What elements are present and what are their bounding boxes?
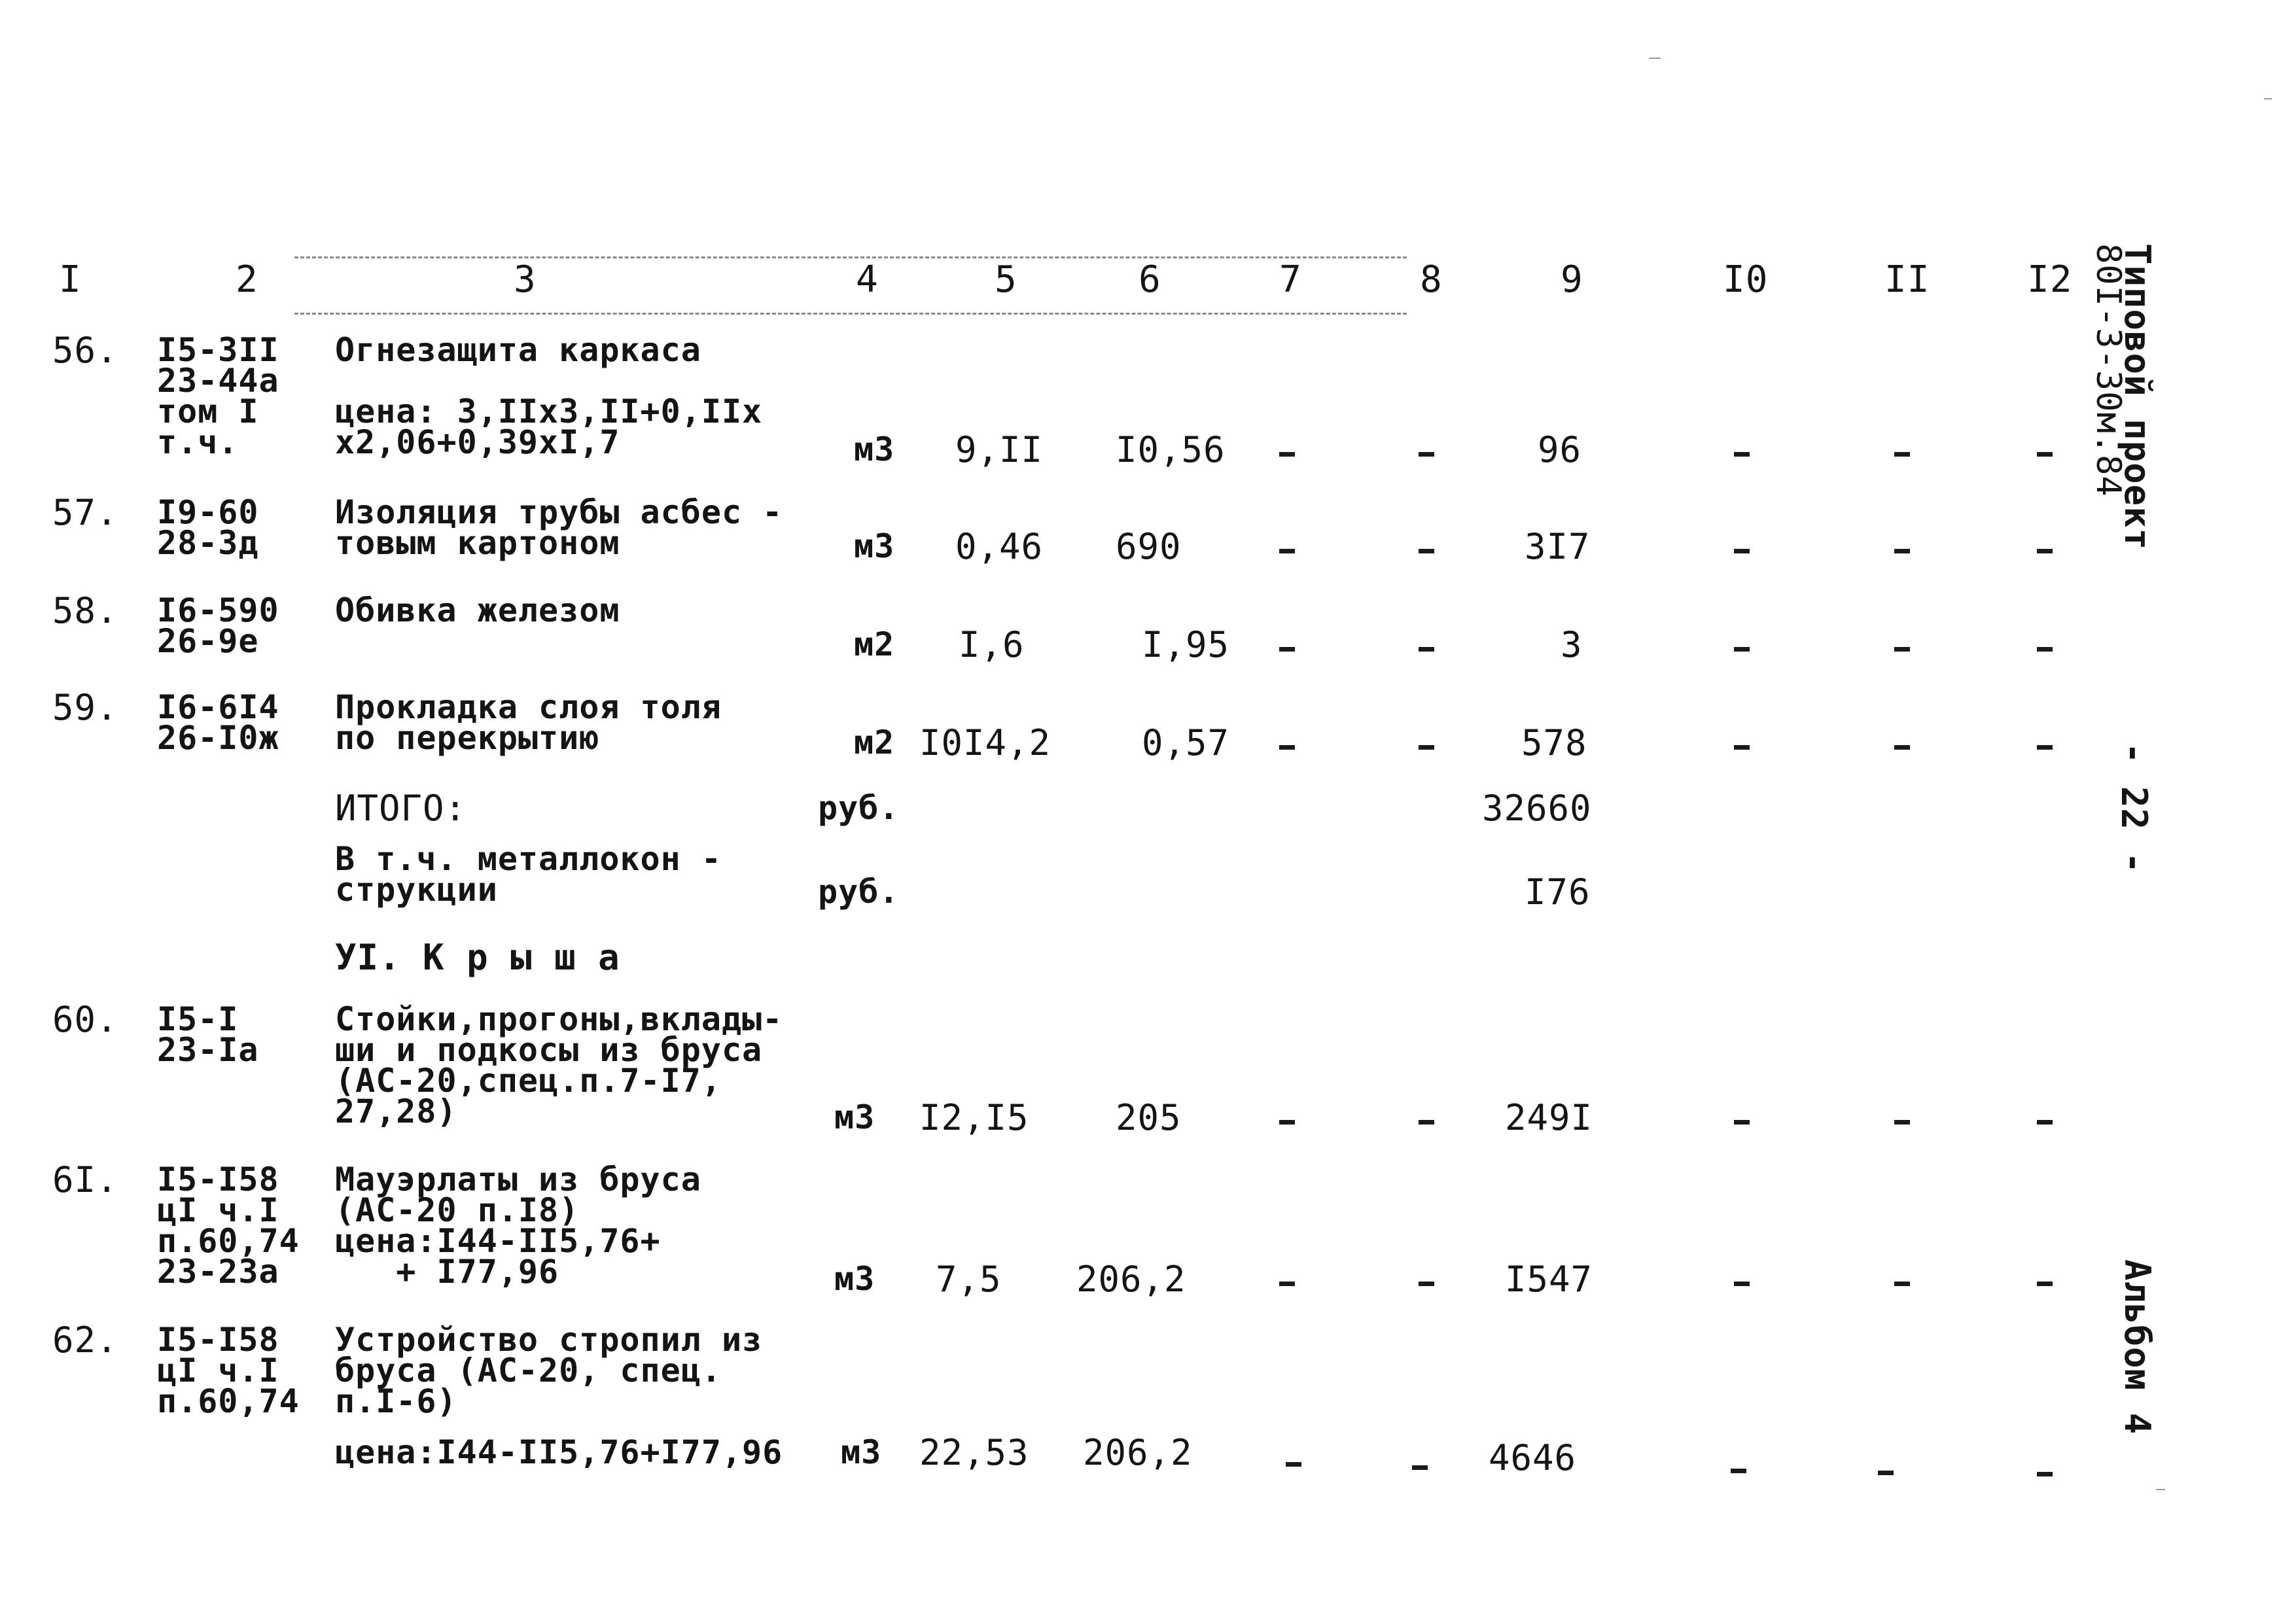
work-name: по перекрытию bbox=[335, 719, 600, 757]
norm-code: I5-3II bbox=[157, 331, 279, 369]
unit: м3 bbox=[854, 527, 895, 565]
empty-cell-dash bbox=[2037, 647, 2053, 652]
empty-cell-dash bbox=[1412, 1465, 1428, 1470]
quantity: 22,53 bbox=[919, 1432, 1029, 1473]
col-header-2: 2 bbox=[236, 258, 258, 301]
empty-cell-dash bbox=[1734, 647, 1750, 652]
section-heading: УI. К р ы ш а bbox=[335, 937, 620, 978]
empty-cell-dash bbox=[2037, 452, 2053, 457]
quantity: 9,II bbox=[955, 429, 1044, 470]
row-number: 56. bbox=[52, 330, 118, 371]
scan-speck bbox=[1649, 58, 1661, 59]
quantity: I2,I5 bbox=[919, 1097, 1029, 1138]
work-name: струкции bbox=[335, 871, 498, 909]
norm-code: 23-44а bbox=[157, 362, 279, 400]
header-bottom-rule bbox=[294, 313, 1407, 315]
empty-cell-dash bbox=[1419, 745, 1434, 750]
work-name: Изоляция трубы асбес - bbox=[335, 493, 783, 531]
unit-price: 690 bbox=[1116, 526, 1182, 567]
empty-cell-dash bbox=[1894, 745, 1910, 750]
row-number: 57. bbox=[52, 492, 118, 533]
empty-cell-dash bbox=[1734, 1120, 1750, 1125]
empty-cell-dash bbox=[1419, 452, 1434, 457]
empty-cell-dash bbox=[1279, 1282, 1295, 1286]
unit-price: 206,2 bbox=[1076, 1259, 1186, 1300]
total-cost: I76 bbox=[1525, 871, 1591, 913]
col-header-9: 9 bbox=[1561, 258, 1583, 301]
norm-code: I5-I58 bbox=[157, 1161, 279, 1198]
album-label: Альбом 4 bbox=[2117, 1259, 2158, 1435]
unit-price: 0,57 bbox=[1142, 722, 1230, 763]
scan-speck bbox=[2156, 1489, 2165, 1490]
row-number: 6I. bbox=[52, 1159, 118, 1200]
work-name: Огнезащита каркаса bbox=[335, 331, 701, 369]
total-cost: 4646 bbox=[1489, 1437, 1577, 1478]
empty-cell-dash bbox=[1279, 1120, 1295, 1125]
col-header-1: I bbox=[59, 258, 82, 301]
header-top-rule bbox=[294, 256, 1407, 258]
empty-cell-dash bbox=[1734, 1282, 1750, 1286]
work-name: Мауэрлаты из бруса bbox=[335, 1161, 701, 1198]
empty-cell-dash bbox=[1734, 549, 1750, 553]
empty-cell-dash bbox=[1419, 647, 1434, 652]
work-name: + I77,96 bbox=[335, 1253, 559, 1291]
empty-cell-dash bbox=[1878, 1471, 1894, 1475]
norm-code: п.60,74 bbox=[157, 1222, 300, 1260]
quantity: I0I4,2 bbox=[919, 722, 1051, 763]
col-header-6: 6 bbox=[1139, 258, 1161, 301]
row-number: 60. bbox=[52, 999, 118, 1040]
empty-cell-dash bbox=[1279, 549, 1295, 553]
work-name: Устройство стропил из bbox=[335, 1321, 763, 1359]
total-cost: 32660 bbox=[1482, 788, 1592, 829]
unit-price: I,95 bbox=[1142, 624, 1230, 665]
norm-code: т.ч. bbox=[157, 423, 239, 461]
empty-cell-dash bbox=[1894, 1282, 1910, 1286]
subtotal-label: ИТОГО: bbox=[335, 788, 467, 829]
unit: руб. bbox=[818, 873, 900, 911]
work-name: товым картоном bbox=[335, 524, 620, 562]
empty-cell-dash bbox=[1894, 1120, 1910, 1125]
work-name: цена:I44-II5,76+I77,96 bbox=[335, 1433, 783, 1471]
col-header-4: 4 bbox=[856, 258, 879, 301]
unit: м3 bbox=[854, 430, 895, 468]
norm-code: том I bbox=[157, 393, 259, 430]
total-cost: 249I bbox=[1505, 1097, 1593, 1138]
unit-price: 206,2 bbox=[1083, 1432, 1193, 1473]
empty-cell-dash bbox=[1894, 549, 1910, 553]
norm-code: цI ч.I bbox=[157, 1352, 279, 1389]
quantity: I,6 bbox=[959, 624, 1025, 665]
work-name: бруса (АС-20, спец. bbox=[335, 1352, 722, 1389]
work-name: В т.ч. металлокон - bbox=[335, 840, 722, 878]
empty-cell-dash bbox=[1894, 647, 1910, 652]
project-stamp-title: Типовой проект bbox=[2117, 243, 2158, 551]
total-cost: 3I7 bbox=[1525, 526, 1591, 567]
work-name: цена: 3,IIх3,II+0,IIх bbox=[335, 393, 763, 430]
empty-cell-dash bbox=[1731, 1469, 1746, 1473]
empty-cell-dash bbox=[1419, 1120, 1434, 1125]
quantity: 7,5 bbox=[936, 1259, 1002, 1300]
empty-cell-dash bbox=[1279, 647, 1295, 652]
work-name: Прокладка слоя толя bbox=[335, 688, 722, 726]
project-stamp-code: 80I-3-30м.84 bbox=[2089, 243, 2128, 497]
row-number: 62. bbox=[52, 1319, 118, 1361]
col-header-5: 5 bbox=[995, 258, 1017, 301]
empty-cell-dash bbox=[2037, 745, 2053, 750]
work-name: (АС-20,спец.п.7-I7, bbox=[335, 1062, 722, 1100]
norm-code: 28-3д bbox=[157, 524, 259, 562]
empty-cell-dash bbox=[1279, 452, 1295, 457]
norm-code: п.60,74 bbox=[157, 1382, 300, 1420]
unit: руб. bbox=[818, 789, 900, 827]
empty-cell-dash bbox=[1734, 452, 1750, 457]
work-name: ши и подкосы из бруса bbox=[335, 1031, 763, 1069]
work-name: 27,28) bbox=[335, 1092, 457, 1130]
total-cost: I547 bbox=[1505, 1259, 1593, 1300]
unit: м3 bbox=[834, 1098, 875, 1136]
work-name: п.I-6) bbox=[335, 1382, 457, 1420]
empty-cell-dash bbox=[1286, 1462, 1301, 1467]
norm-code: 23-23а bbox=[157, 1253, 279, 1291]
total-cost: 578 bbox=[1521, 722, 1587, 763]
row-number: 59. bbox=[52, 687, 118, 728]
page-number: - 22 - bbox=[2113, 742, 2155, 875]
col-header-7: 7 bbox=[1279, 258, 1302, 301]
norm-code: I6-6I4 bbox=[157, 688, 279, 726]
norm-code: I9-60 bbox=[157, 493, 259, 531]
quantity: 0,46 bbox=[955, 526, 1044, 567]
col-header-3: 3 bbox=[514, 258, 537, 301]
col-header-11: II bbox=[1884, 258, 1930, 301]
norm-code: цI ч.I bbox=[157, 1191, 279, 1229]
empty-cell-dash bbox=[1734, 745, 1750, 750]
norm-code: 26-I0ж bbox=[157, 719, 279, 757]
empty-cell-dash bbox=[1279, 745, 1295, 750]
empty-cell-dash bbox=[2037, 1472, 2053, 1476]
work-name: х2,06+0,39хI,7 bbox=[335, 423, 620, 461]
unit: м2 bbox=[854, 724, 895, 761]
empty-cell-dash bbox=[2037, 1120, 2053, 1125]
unit: м2 bbox=[854, 625, 895, 663]
empty-cell-dash bbox=[2037, 1282, 2053, 1286]
work-name: (АС-20 п.I8) bbox=[335, 1191, 580, 1229]
total-cost: 3 bbox=[1561, 624, 1583, 665]
norm-code: I5-I58 bbox=[157, 1321, 279, 1359]
empty-cell-dash bbox=[1419, 1282, 1434, 1286]
col-header-8: 8 bbox=[1420, 258, 1443, 301]
work-name: Стойки,прогоны,вклады- bbox=[335, 1000, 783, 1038]
row-number: 58. bbox=[52, 590, 118, 631]
unit: м3 bbox=[834, 1260, 875, 1298]
norm-code: I6-590 bbox=[157, 591, 279, 629]
norm-code: 23-Iа bbox=[157, 1031, 259, 1069]
unit: м3 bbox=[841, 1433, 882, 1471]
total-cost: 96 bbox=[1538, 429, 1582, 470]
scan-speck bbox=[2264, 98, 2272, 99]
empty-cell-dash bbox=[2037, 549, 2053, 553]
col-header-12: I2 bbox=[2027, 258, 2073, 301]
work-name: цена:I44-II5,76+ bbox=[335, 1222, 661, 1260]
unit-price: I0,56 bbox=[1116, 429, 1226, 470]
empty-cell-dash bbox=[1419, 549, 1434, 553]
norm-code: I5-I bbox=[157, 1000, 239, 1038]
unit-price: 205 bbox=[1116, 1097, 1182, 1138]
col-header-10: I0 bbox=[1723, 258, 1769, 301]
work-name: Обивка железом bbox=[335, 591, 620, 629]
norm-code: 26-9е bbox=[157, 622, 259, 660]
empty-cell-dash bbox=[1894, 452, 1910, 457]
